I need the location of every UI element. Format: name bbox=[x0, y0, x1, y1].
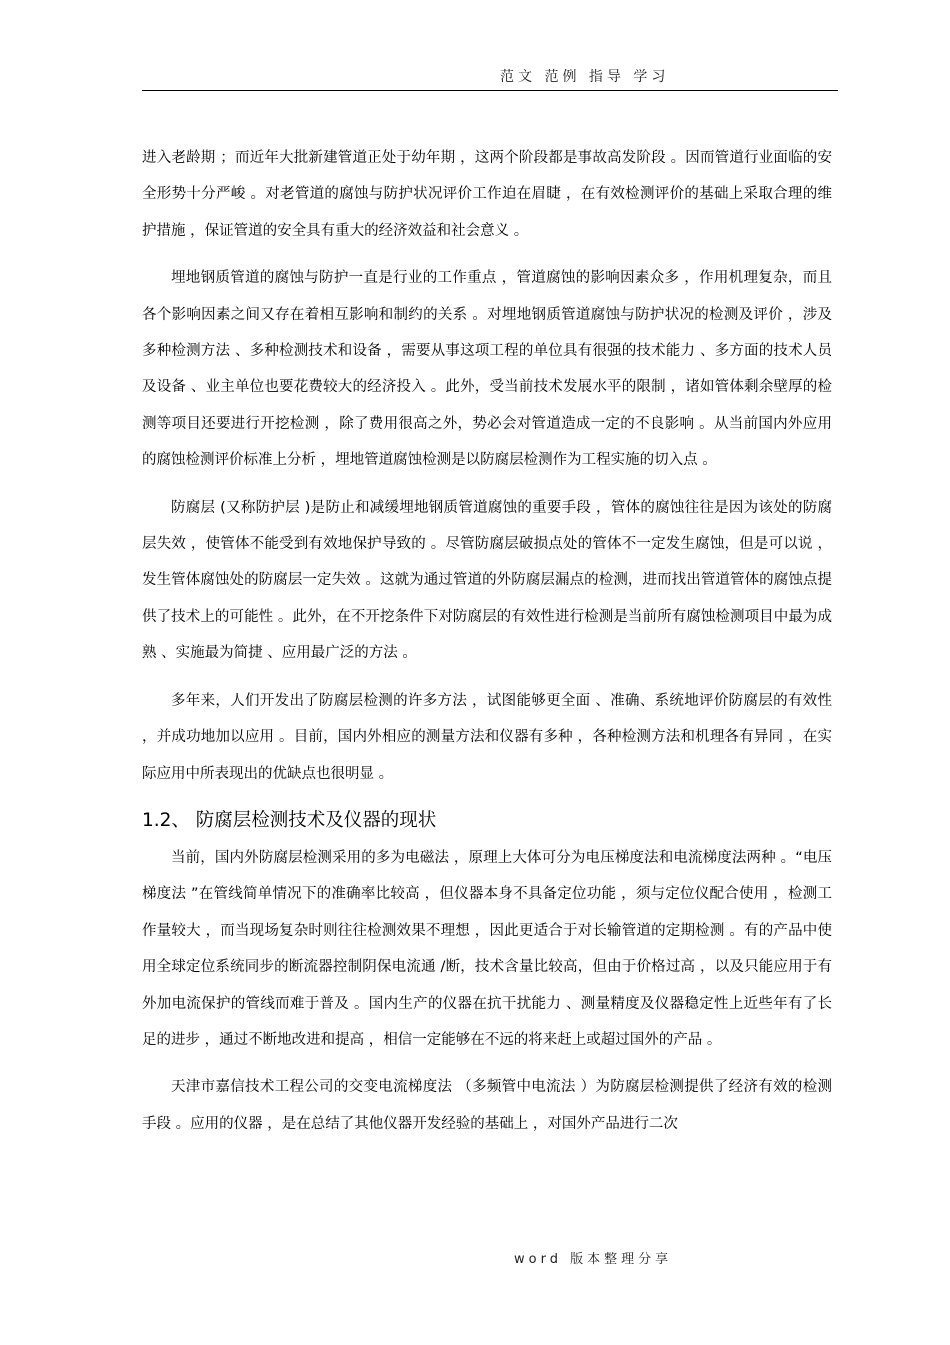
page-footer: word 版本整理分享 bbox=[514, 1252, 673, 1267]
paragraph-4: 多年来，人们开发出了防腐层检测的许多方法 ，试图能够更全面 、准确、系统地评价防腐层的有效性 ，并成功地加以应用 。目前，国内外相应的测量方法和仪器有多种 ，各种检测方法和机理各有异同 ，在实际应用中所表现出的优缺点也很明显 。 bbox=[142, 692, 832, 782]
section-heading: 1.2、 防腐层检测技术及仪器的现状 bbox=[142, 809, 437, 831]
paragraph-2: 埋地钢质管道的腐蚀与防护一直是行业的工作重点 ，管道腐蚀的影响因素众多 ，作用机理复杂，而且各个影响因素之间又存在着相互影响和制约的关系 。对埋地钢质管道腐蚀与防护状况的检测及评价 ，涉及多种检测方法 、多种检测技术和设备 ，需要从事这项工程的单位具有很强的技术能力 、多方面的技术人员及设备 、业主单位也要花费较大的经济投入 。此外，受当前技术发展水平的限制 ，诸如管体剩余壁厚的检测等项目还要进行开挖检测 ，除了费用很高之外，势必会对管道造成一定的不良影响 。从当前国内外应用的腐蚀检测评价标准上分析 ，埋地管道腐蚀检测是以防腐层检测作为工程实施的切入点 。 bbox=[142, 270, 832, 469]
paragraph-3: 防腐层 (又称防护层 )是防止和减缓埋地钢质管道腐蚀的重要手段 ，管体的腐蚀往往是因为该处的防腐层失效 ，使管体不能受到有效地保护导致的 。尽管防腐层破损点处的管体不一定发生腐蚀，但是可以说 ，发生管体腐蚀处的防腐层一定失效 。这就为通过管道的外防腐层漏点的检测，进而找出管道管体的腐蚀点提供了技术上的可能性 。此外，在不开挖条件下对防腐层的有效性进行检测是当前所有腐蚀检测项目中最为成熟 、实施最为简捷 、应用最广泛的方法 。 bbox=[142, 499, 832, 662]
page-header: 范文 范例 指导 学习 bbox=[500, 69, 670, 85]
section-paragraph-2: 天津市嘉信技术工程公司的交变电流梯度法 （多频管中电流法 ）为防腐层检测提供了经济有效的检测手段 。应用的仪器 ，是在总结了其他仪器开发经验的基础上 ，对国外产品进行二次 bbox=[142, 1079, 832, 1132]
document-body bbox=[142, 140, 832, 1142]
section-paragraph-1: 当前，国内外防腐层检测采用的多为电磁法 ，原理上大体可分为电压梯度法和电流梯度法两种 。“电压梯度法 ”在管线简单情况下的准确率比较高 ，但仪器本身不具备定位功能 ，须与定位仪配合使用 ，检测工作量较大 ，而当现场复杂时则往往检测效果不理想 ，因此更适合于对长输管道的定期检测 。有的产品中使用全球定位系统同步的断流器控制阴保电流通 /断，技术含量比较高，但由于价格过高 ，以及只能应用于有外加电流保护的管线而难于普及 。国内生产的仪器在抗干扰能力 、测量精度及仪器稳定性上近些年有了长足的进步 ，通过不断地改进和提高 ，相信一定能够在不远的将来赶上或超过国外的产品 。 bbox=[142, 849, 832, 1048]
header-divider bbox=[142, 90, 838, 91]
paragraph-1: 进入老龄期 ；而近年大批新建管道正处于幼年期 ，这两个阶段都是事故高发阶段 。因而管道行业面临的安全形势十分严峻 。对老管道的腐蚀与防护状况评价工作迫在眉睫 ，在有效检测评价的基础上采取合理的维护措施 ，保证管道的安全具有重大的经济效益和社会意义 。 bbox=[142, 150, 832, 239]
